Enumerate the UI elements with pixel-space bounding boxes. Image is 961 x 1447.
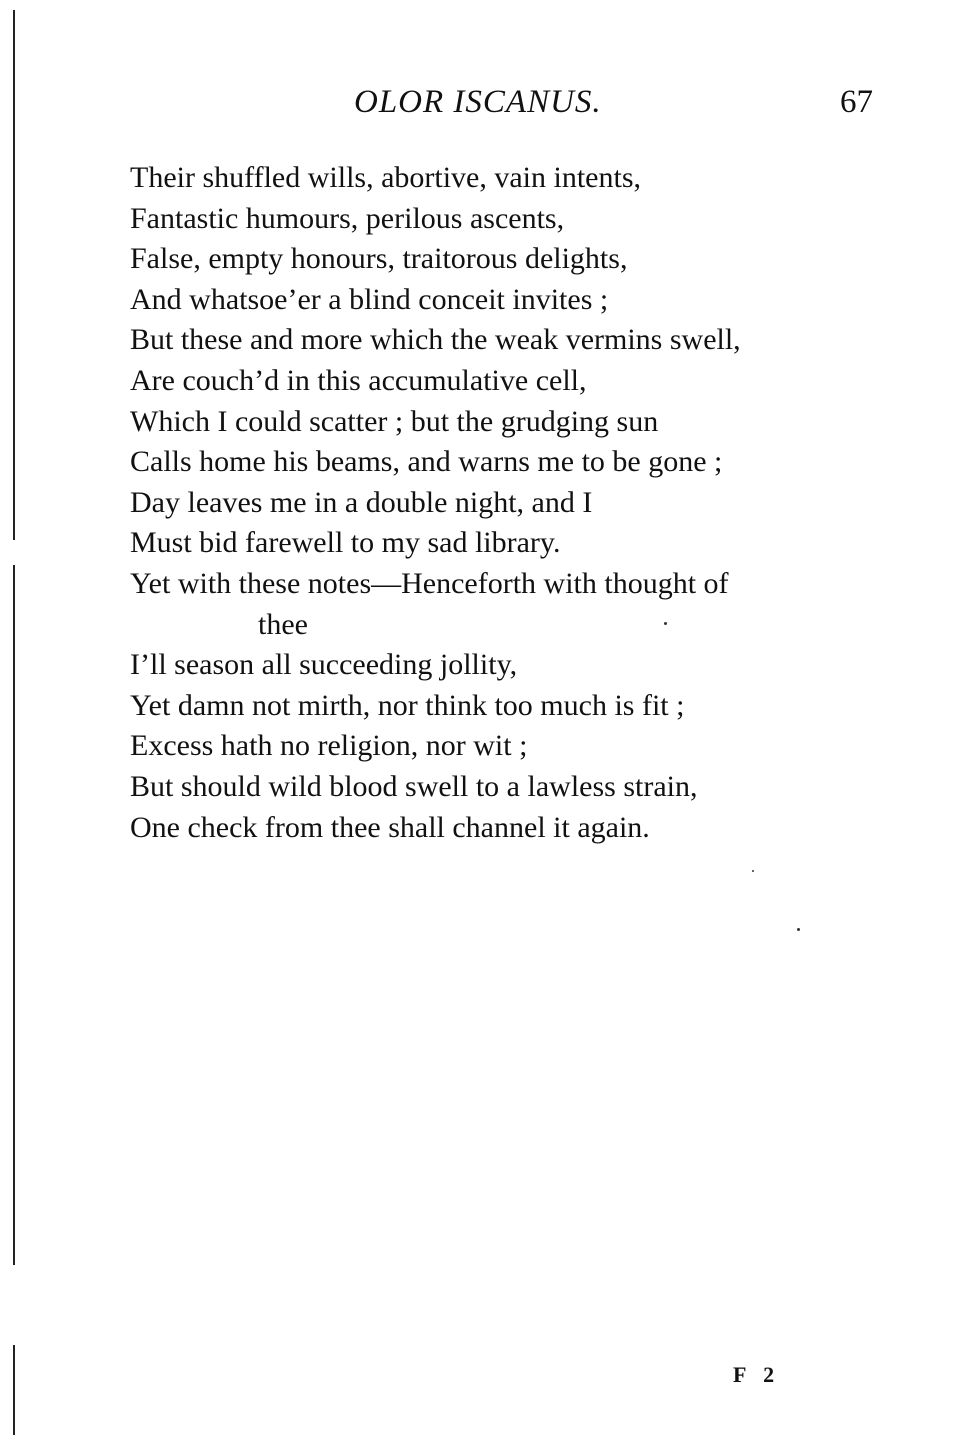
page-number: 67 bbox=[840, 84, 873, 120]
verse-line: Their shuffled wills, abortive, vain intents, bbox=[130, 161, 642, 194]
verse-line: False, empty honours, traitorous delights, bbox=[130, 242, 628, 276]
poem-text bbox=[130, 158, 890, 848]
verse-line: Must bid farewell to my sad library. bbox=[130, 526, 561, 560]
verse-line: But should wild blood swell to a lawless strain, bbox=[130, 769, 698, 803]
verse-line: Are couch’d in this accumulative cell, bbox=[130, 363, 587, 397]
ink-speck bbox=[752, 870, 754, 872]
binding-edge-segment bbox=[13, 565, 15, 1265]
verse-line: Day leaves me in a double night, and I bbox=[130, 485, 593, 519]
binding-edge bbox=[13, 10, 15, 1440]
verse-line: Yet with these notes—Henceforth with thought of bbox=[130, 566, 729, 600]
ink-speck bbox=[664, 622, 667, 625]
running-head bbox=[0, 78, 961, 128]
verse-line: Yet damn not mirth, nor think too much is fit ; bbox=[130, 688, 685, 722]
verse-line-continuation: thee bbox=[258, 607, 308, 641]
binding-edge-segment bbox=[13, 1345, 15, 1435]
verse-line: Calls home his beams, and warns me to be gone ; bbox=[130, 445, 723, 479]
verse-line: But these and more which the weak vermins swell, bbox=[130, 323, 741, 357]
signature-mark: F 2 bbox=[733, 1362, 781, 1387]
verse-line: I’ll season all succeeding jollity, bbox=[130, 648, 518, 682]
verse-line: Fantastic humours, perilous ascents, bbox=[130, 201, 565, 235]
running-title: OLOR ISCANUS. bbox=[354, 84, 602, 120]
ink-speck bbox=[797, 928, 800, 931]
verse-line: Which I could scatter ; but the grudging sun bbox=[130, 404, 659, 438]
verse-line: Excess hath no religion, nor wit ; bbox=[130, 729, 528, 763]
verse-line: One check from thee shall channel it again. bbox=[130, 810, 650, 844]
verse-line: And whatsoe’er a blind conceit invites ; bbox=[130, 282, 609, 316]
